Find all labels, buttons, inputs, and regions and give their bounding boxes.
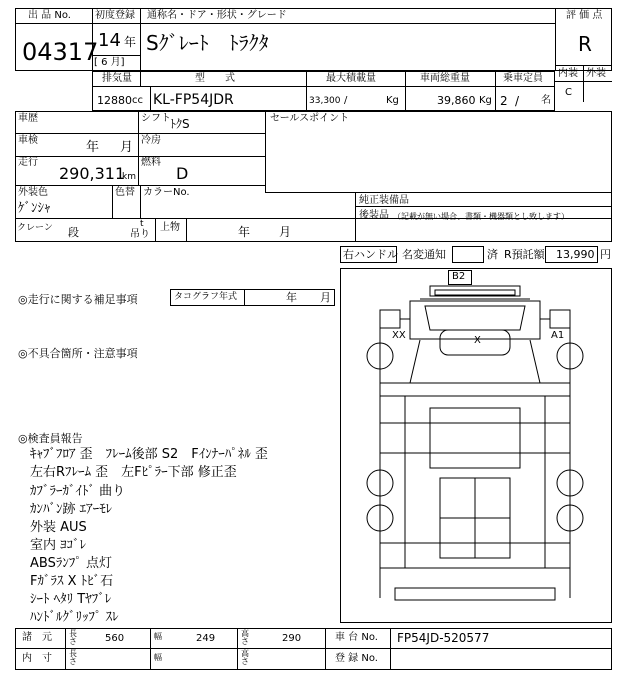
mileage-label: 走行 xyxy=(18,157,38,168)
defects-heading: ◎不具合箇所・注意事項 xyxy=(18,347,138,360)
mark-xx: XX xyxy=(392,330,406,341)
reg-no-label: 登 録 No. xyxy=(335,653,378,664)
crane-step: 段 xyxy=(68,226,79,239)
inspector-line: 室内 ﾖｺﾞﾚ xyxy=(30,538,87,553)
inspector-line: ｼｰﾄ ﾍﾀﾘ Tﾔﾌﾞﾚ xyxy=(30,592,112,607)
inspection-month: 月 xyxy=(120,140,134,155)
first-reg-year-unit: 年 xyxy=(124,35,137,49)
interior-label: 内装 xyxy=(558,68,578,79)
upper-month: 月 xyxy=(279,225,292,239)
max-load: 33,300 xyxy=(309,96,341,106)
displacement-unit: cc xyxy=(132,95,143,106)
first-reg-label: 初度登録 xyxy=(95,10,135,21)
displacement: 12880 xyxy=(97,94,132,107)
recycle-unit: 円 xyxy=(600,248,611,261)
max-load-label: 最大積載量 xyxy=(326,73,376,84)
shift-label: シフト xyxy=(141,113,171,124)
inspector-line: ABSﾗﾝﾌﾟ 点灯 xyxy=(30,556,112,571)
mileage: 290,311 xyxy=(59,164,126,183)
length-value: 560 xyxy=(105,633,125,644)
width-label: 幅 xyxy=(154,632,162,641)
crane-label: クレーン xyxy=(17,223,53,233)
inner-width-label: 幅 xyxy=(154,653,162,662)
displacement-label: 排気量 xyxy=(102,73,132,84)
mark-x: X xyxy=(474,335,481,346)
tachograph-year: 年 xyxy=(286,291,297,304)
inspector-heading: ◎検査員報告 xyxy=(18,432,83,445)
length-label: 長さ xyxy=(69,629,77,646)
capacity: 2 xyxy=(500,94,508,108)
height-label: 高さ xyxy=(241,629,249,646)
exterior-label: 外装 xyxy=(586,68,606,79)
truck-diagram xyxy=(340,268,612,623)
mark-b2: B2 xyxy=(452,271,466,282)
recycle-deposit: 13,990 xyxy=(556,248,595,261)
ext-color-value: ｹﾞﾝｼｬ xyxy=(18,201,51,216)
gross-weight: 39,860 xyxy=(437,94,476,107)
crane-hoist: 吊り xyxy=(130,229,150,240)
capacity-sep: / xyxy=(515,94,520,108)
first-reg-month: [ 6 月] xyxy=(94,57,125,68)
driving-notes-heading: ◎走行に関する補足事項 xyxy=(18,293,138,306)
inspection-year: 年 xyxy=(86,140,100,155)
height-value: 290 xyxy=(282,633,302,644)
color-no-label: 色替 xyxy=(115,187,135,198)
ext-color-label: 外装色 xyxy=(18,187,48,198)
model-code: KL-FP54JDR xyxy=(153,92,234,108)
fuel-label: 燃料 xyxy=(141,157,161,168)
model-code-label: 型 式 xyxy=(195,73,235,84)
inspector-line: ｶﾝﾊﾞﾝ跡 ｴｱｰﾓﾚ xyxy=(30,502,113,517)
rhd-text: 右ハンドル xyxy=(343,248,398,261)
inspector-line: 外装 AUS xyxy=(30,520,87,535)
upper-year: 年 xyxy=(238,225,251,239)
lot-no: 04317 xyxy=(22,38,99,66)
inspector-line: Fｶﾞﾗｽ X ﾄﾋﾞ石 xyxy=(30,574,114,589)
shift-value: ﾄｸS xyxy=(170,117,190,131)
recycle-deposit-label: R預託額 xyxy=(504,248,545,261)
recycle-status: 済 xyxy=(487,248,498,261)
lot-no-label: 出 品 No. xyxy=(28,10,71,21)
name-change-label: 名変通知 xyxy=(402,248,446,261)
ac-label: 冷房 xyxy=(141,135,161,146)
tachograph-month: 月 xyxy=(320,291,331,304)
inspection-label: 車検 xyxy=(18,135,38,146)
color-code-label: カラーNo. xyxy=(143,187,190,198)
car-name: Sｸﾞﾚｰﾄ ﾄﾗｸﾀ xyxy=(146,31,269,55)
sales-point-label: セールスポイント xyxy=(270,113,350,124)
gross-weight-unit: Kg xyxy=(479,95,492,106)
grade-label: 評 価 点 xyxy=(566,10,603,21)
inspector-line: ﾊﾝﾄﾞﾙｸﾞﾘｯﾌﾟ ｽﾚ xyxy=(30,610,119,625)
mark-a1: A1 xyxy=(551,330,565,341)
history-label: 車歴 xyxy=(18,113,38,124)
width-value: 249 xyxy=(196,633,216,644)
inspector-line: ｷｬﾌﾞﾌﾛｱ 歪 ﾌﾚｰﾑ後部 S2 Fｲﾝﾅｰﾊﾟﾈﾙ 歪 xyxy=(30,447,268,462)
mileage-unit: km xyxy=(122,172,136,182)
inner-length-label: 長さ xyxy=(69,649,77,666)
specs-label: 諸 元 xyxy=(22,632,52,643)
model-desc-label: 通称名・ドア・形状・グレード xyxy=(147,10,287,21)
fuel-value: D xyxy=(176,164,189,183)
upper-label: 上物 xyxy=(160,222,180,233)
gross-weight-label: 車両総重量 xyxy=(420,73,470,84)
max-load-sep: / xyxy=(344,95,348,106)
grade-value: R xyxy=(578,32,592,56)
inner-height-label: 高さ xyxy=(241,649,249,666)
name-change-box xyxy=(452,246,484,263)
chassis-no: FP54JD-520577 xyxy=(397,631,490,645)
inspector-line: ｶﾌﾞﾗｰｶﾞｲﾄﾞ 曲り xyxy=(30,484,126,499)
crane-t: t xyxy=(140,219,144,229)
interior-value: C xyxy=(565,87,572,98)
aftermarket-label: 後装品 xyxy=(359,210,389,221)
chassis-label: 車 台 No. xyxy=(335,632,378,643)
max-load-unit: Kg xyxy=(386,95,399,106)
equipment-label: 純正装備品 xyxy=(359,195,409,206)
aftermarket-note: （記載が無い場合、書類・機器類とし致します） xyxy=(393,212,569,221)
capacity-unit: 名 xyxy=(541,95,551,106)
tachograph-label: タコグラフ年式 xyxy=(174,292,238,302)
first-reg-year: 14 xyxy=(98,30,121,51)
capacity-label: 乗車定員 xyxy=(503,73,543,84)
inner-dims-label: 内 寸 xyxy=(22,653,52,664)
inspector-line: 左右Rﾌﾚｰﾑ 歪 左Fﾋﾟﾗｰ下部 修正歪 xyxy=(30,465,237,480)
